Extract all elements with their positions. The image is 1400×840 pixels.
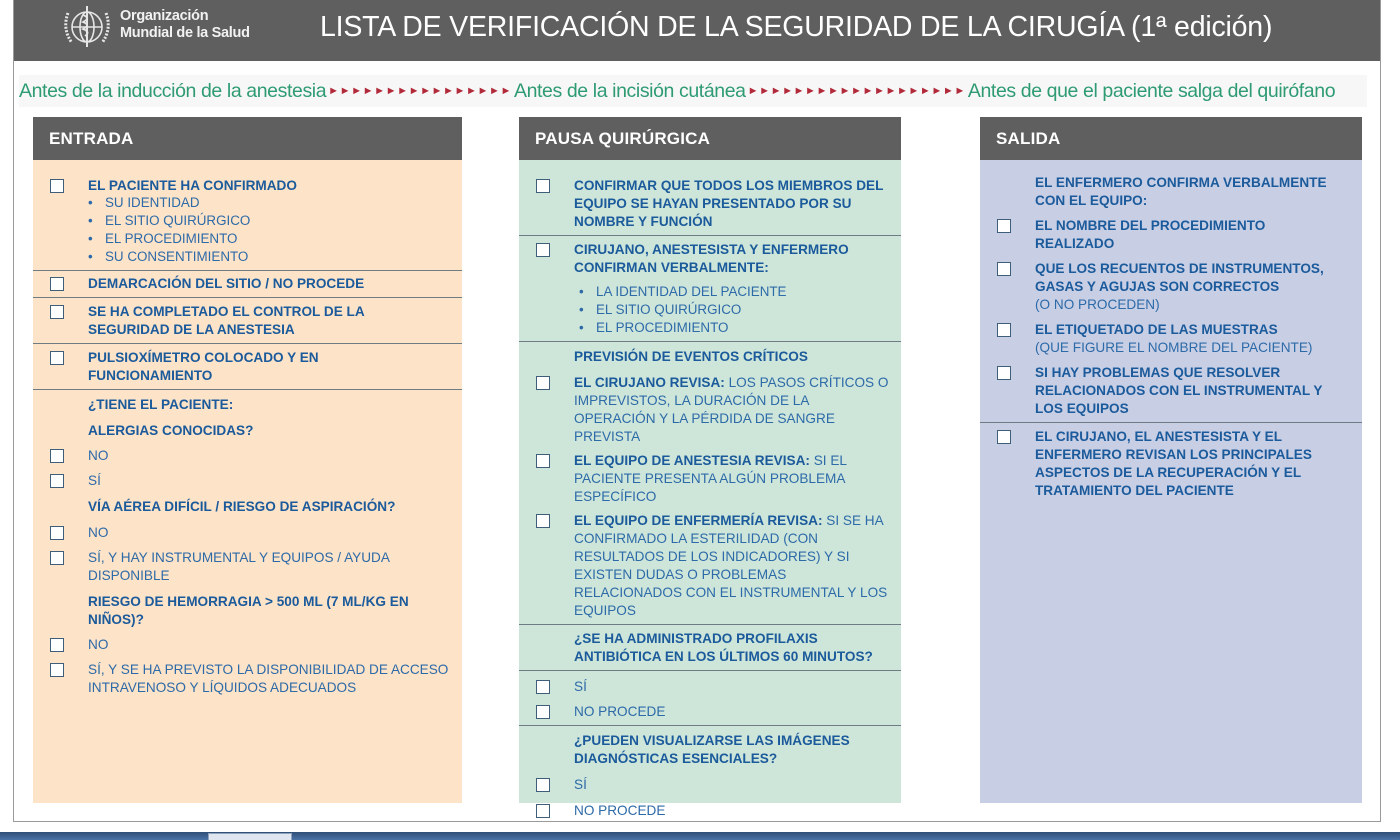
question-airway: VÍA AÉREA DIFÍCIL / RIESGO DE ASPIRACIÓN? <box>88 499 396 514</box>
document-header <box>14 0 1380 61</box>
item-label: EL EQUIPO DE ANESTESIA REVISA: <box>574 453 810 468</box>
item-label: EL CIRUJANO REVISA: <box>574 375 725 390</box>
arrow-right-icon: ►►►►►►►►►►►►►►►►►►► <box>747 85 966 97</box>
checkbox[interactable] <box>536 179 550 193</box>
org-name-line1: Organización <box>120 8 209 24</box>
question-intro: ¿TIENE EL PACIENTE: <box>88 397 234 412</box>
section-verbal-confirmation <box>519 235 901 341</box>
column-title: ENTRADA <box>33 117 462 160</box>
bullet-item: • SU IDENTIDAD <box>105 194 462 212</box>
phase-before-leaving: Antes de que el paciente salga del quirófano <box>967 79 1336 102</box>
section-patient-confirmed <box>33 160 462 270</box>
section-pulse-oximeter <box>33 343 462 389</box>
checklist-item-nursing[interactable] <box>519 512 901 620</box>
item-detail: SI SE HA CONFIRMADO LA ESTERILIDAD (CON RESULTADOS DE LOS INDICADORES) Y SI EXISTEN DUDAS O PROBLEMAS RELACIONADOS CON EL INSTRUMENTAL Y LOS EQUIPOS <box>574 513 888 618</box>
checklist-item[interactable] <box>33 177 462 195</box>
checkbox[interactable] <box>536 680 550 694</box>
checkbox[interactable] <box>50 351 64 365</box>
item-label: CONFIRMAR QUE TODOS LOS MIEMBROS DEL EQUIPO SE HAYAN PRESENTADO POR SU NOMBRE Y FUNCIÓN <box>574 178 884 229</box>
checkbox[interactable] <box>50 551 64 565</box>
option-label: NO PROCEDE <box>574 803 666 818</box>
section-intro: EL ENFERMERO CONFIRMA VERBALMENTE CON EL EQUIPO: <box>1035 175 1327 208</box>
question-imaging: ¿PUEDEN VISUALIZARSE LAS IMÁGENES DIAGNÓSTICAS ESENCIALES? <box>574 733 850 766</box>
bullet-item: • LA IDENTIDAD DEL PACIENTE <box>596 283 901 301</box>
section-title: PREVISIÓN DE EVENTOS CRÍTICOS <box>574 349 808 364</box>
checkbox[interactable] <box>50 179 64 193</box>
checkbox[interactable] <box>536 243 550 257</box>
option-label: NO <box>88 448 109 463</box>
phase-before-incision: Antes de la incisión cutánea <box>513 79 746 102</box>
bullet-list <box>519 283 901 337</box>
column-salida <box>980 117 1362 803</box>
option-label: SÍ <box>88 473 101 488</box>
option-label: SÍ, Y HAY INSTRUMENTAL Y EQUIPOS / AYUDA DISPONIBLE <box>88 550 390 583</box>
section-antibiotic-question <box>519 624 901 670</box>
option-antibiotic-na[interactable] <box>519 703 901 721</box>
checkbox[interactable] <box>50 474 64 488</box>
section-antibiotic-options <box>519 670 901 725</box>
checklist-item[interactable] <box>980 364 1362 418</box>
phase-timeline <box>19 75 1367 107</box>
org-name-line2: Mundial de la Salud <box>120 25 250 41</box>
checklist-item[interactable] <box>33 303 462 339</box>
checkbox[interactable] <box>50 663 64 677</box>
option-label: NO <box>88 525 109 540</box>
checkbox[interactable] <box>997 262 1011 276</box>
checkbox[interactable] <box>536 376 550 390</box>
column-title: PAUSA QUIRÚRGICA <box>519 117 901 160</box>
option-label: SÍ <box>574 679 587 694</box>
arrow-right-icon: ►►►►►►►►►►►►►►►► <box>328 85 512 97</box>
organization-name <box>120 8 250 42</box>
option-antibiotic-yes[interactable] <box>519 678 901 696</box>
checkbox[interactable] <box>50 277 64 291</box>
section-patient-questions <box>33 389 462 697</box>
item-label: SI HAY PROBLEMAS QUE RESOLVER RELACIONADOS CON EL INSTRUMENTAL Y LOS EQUIPOS <box>1035 365 1323 416</box>
taskbar-window-button[interactable] <box>208 833 292 840</box>
section-imaging <box>519 725 901 824</box>
item-label: QUE LOS RECUENTOS DE INSTRUMENTOS, GASAS Y AGUJAS SON CORRECTOS <box>1035 261 1324 294</box>
option-allergies-no[interactable] <box>33 447 462 465</box>
option-airway-no[interactable] <box>33 524 462 542</box>
checklist-item[interactable] <box>980 260 1362 314</box>
item-label: DEMARCACIÓN DEL SITIO / NO PROCEDE <box>88 276 365 291</box>
section-anesthesia-check <box>33 297 462 343</box>
item-note: (QUE FIGURE EL NOMBRE DEL PACIENTE) <box>1035 340 1313 355</box>
section-critical-events <box>519 341 901 624</box>
item-label: SE HA COMPLETADO EL CONTROL DE LA SEGURIDAD DE LA ANESTESIA <box>88 304 365 337</box>
item-label: PULSIOXÍMETRO COLOCADO Y EN FUNCIONAMIENTO <box>88 350 319 383</box>
option-label: SÍ, Y SE HA PREVISTO LA DISPONIBILIDAD DE ACCESO INTRAVENOSO Y LÍQUIDOS ADECUADOS <box>88 662 449 695</box>
item-label: EL NOMBRE DEL PROCEDIMIENTO REALIZADO <box>1035 218 1266 251</box>
option-airway-yes[interactable] <box>33 549 462 585</box>
item-label: EL PACIENTE HA CONFIRMADO <box>88 178 297 193</box>
item-label: CIRUJANO, ANESTESISTA Y ENFERMERO CONFIRMAN VERBALMENTE: <box>574 242 849 275</box>
bullet-item: • EL SITIO QUIRÚRGICO <box>596 301 901 319</box>
checkbox[interactable] <box>536 804 550 818</box>
option-label: NO PROCEDE <box>574 704 666 719</box>
checklist-item[interactable] <box>519 177 901 231</box>
checkbox[interactable] <box>536 778 550 792</box>
checkbox[interactable] <box>536 705 550 719</box>
checklist-item[interactable] <box>33 275 462 293</box>
question-antibiotic: ¿SE HA ADMINISTRADO PROFILAXIS ANTIBIÓTICA EN LOS ÚLTIMOS 60 MINUTOS? <box>574 631 873 664</box>
checklist-item[interactable] <box>980 321 1362 357</box>
option-allergies-yes[interactable] <box>33 472 462 490</box>
option-imaging-yes[interactable] <box>519 776 901 794</box>
bullet-item: • EL PROCEDIMIENTO <box>596 319 901 337</box>
checklist-item[interactable] <box>519 241 901 277</box>
checkbox[interactable] <box>50 526 64 540</box>
option-label: NO <box>88 637 109 652</box>
checkbox[interactable] <box>50 449 64 463</box>
question-allergies: ALERGIAS CONOCIDAS? <box>88 423 254 438</box>
option-label: SÍ <box>574 777 587 792</box>
checklist-item-anesthesia[interactable] <box>519 452 901 506</box>
column-pausa-quirurgica <box>519 117 901 818</box>
checklist-item[interactable] <box>33 349 462 385</box>
column-title: SALIDA <box>980 117 1362 160</box>
checkbox[interactable] <box>50 305 64 319</box>
checkbox[interactable] <box>50 638 64 652</box>
column-entrada <box>33 117 462 803</box>
bullet-item: • EL SITIO QUIRÚRGICO <box>105 212 462 230</box>
item-note: (O NO PROCEDEN) <box>1035 297 1160 312</box>
checkbox[interactable] <box>536 514 550 528</box>
section-nurse-confirms <box>980 160 1362 422</box>
bullet-item: • EL PROCEDIMIENTO <box>105 230 462 248</box>
section-recovery-review <box>980 422 1362 504</box>
who-emblem-icon <box>58 3 116 51</box>
option-hemorrhage-no[interactable] <box>33 636 462 654</box>
item-label: EL ETIQUETADO DE LAS MUESTRAS <box>1035 322 1278 337</box>
question-hemorrhage: RIESGO DE HEMORRAGIA > 500 ML (7 ML/KG EN NIÑOS)? <box>88 594 409 627</box>
item-detail: SI EL PACIENTE PRESENTA ALGÚN PROBLEMA ESPECÍFICO <box>574 453 847 504</box>
checkbox[interactable] <box>997 430 1011 444</box>
checkbox[interactable] <box>997 219 1011 233</box>
item-detail: LOS PASOS CRÍTICOS O IMPREVISTOS, LA DURACIÓN DE LA OPERACIÓN Y LA PÉRDIDA DE SANGRE PREVISTA <box>574 375 889 444</box>
checklist-item-surgeon[interactable] <box>519 374 901 446</box>
item-label: EL EQUIPO DE ENFERMERÍA REVISA: <box>574 513 823 528</box>
section-site-marking <box>33 270 462 297</box>
document-title: LISTA DE VERIFICACIÓN DE LA SEGURIDAD DE LA CIRUGÍA (1ª edición) <box>320 11 1273 43</box>
checklist-item[interactable] <box>980 217 1362 253</box>
option-imaging-na[interactable] <box>519 802 901 820</box>
checklist-item[interactable] <box>980 428 1362 500</box>
bullet-list <box>33 194 462 266</box>
checkbox[interactable] <box>997 323 1011 337</box>
bullet-item: • SU CONSENTIMIENTO <box>105 248 462 266</box>
section-team-introduced <box>519 160 901 235</box>
phase-before-anesthesia: Antes de la inducción de la anestesia <box>19 79 327 102</box>
option-hemorrhage-yes[interactable] <box>33 661 462 697</box>
item-label: EL CIRUJANO, EL ANESTESISTA Y EL ENFERMERO REVISAN LOS PRINCIPALES ASPECTOS DE LA RECUPERACIÓN Y EL TRATAMIENTO DEL PACIENTE <box>1035 429 1312 498</box>
checkbox[interactable] <box>536 454 550 468</box>
checkbox[interactable] <box>997 366 1011 380</box>
